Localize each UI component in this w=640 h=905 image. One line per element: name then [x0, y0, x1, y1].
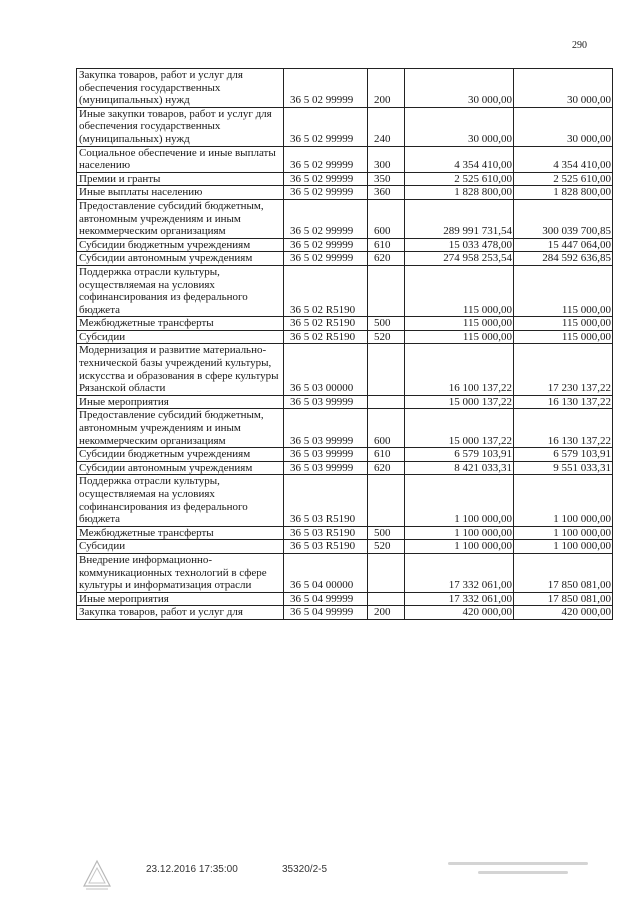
table-row [77, 448, 613, 462]
row-sum-1: 1 100 000,00 [405, 540, 514, 554]
row-expense-type: 200 [368, 606, 405, 620]
row-sum-1: 1 828 800,00 [405, 186, 514, 200]
table-row [77, 461, 613, 475]
row-name: Иные мероприятия [77, 592, 284, 606]
row-name: Субсидии [77, 330, 284, 344]
row-name: Закупка товаров, работ и услуг для обеспечения государственных (муниципальных) нужд [77, 69, 284, 108]
row-expense-type: 610 [368, 238, 405, 252]
budget-table [76, 68, 613, 620]
row-sum-1: 17 332 061,00 [405, 592, 514, 606]
row-sum-1: 30 000,00 [405, 69, 514, 108]
row-code: 36 5 04 99999 [284, 592, 368, 606]
row-sum-1: 274 958 253,54 [405, 252, 514, 266]
row-sum-1: 1 100 000,00 [405, 475, 514, 526]
row-expense-type: 350 [368, 172, 405, 186]
row-expense-type: 520 [368, 540, 405, 554]
row-sum-2: 284 592 636,85 [514, 252, 613, 266]
row-name: Иные мероприятия [77, 395, 284, 409]
row-code: 36 5 03 99999 [284, 448, 368, 462]
row-code: 36 5 03 R5190 [284, 475, 368, 526]
row-code: 36 5 02 R5190 [284, 317, 368, 331]
row-expense-type: 620 [368, 461, 405, 475]
row-name: Субсидии автономным учреждениям [77, 461, 284, 475]
table-row [77, 252, 613, 266]
row-expense-type: 500 [368, 317, 405, 331]
row-sum-2: 15 447 064,00 [514, 238, 613, 252]
row-sum-1: 15 000 137,22 [405, 395, 514, 409]
row-code: 36 5 03 99999 [284, 461, 368, 475]
row-sum-1: 16 100 137,22 [405, 344, 514, 395]
table-row [77, 265, 613, 316]
row-sum-2: 1 828 800,00 [514, 186, 613, 200]
row-sum-2: 17 850 081,00 [514, 553, 613, 592]
row-sum-1: 115 000,00 [405, 330, 514, 344]
row-sum-2: 115 000,00 [514, 317, 613, 331]
row-sum-2: 16 130 137,22 [514, 395, 613, 409]
registry-logo-icon [80, 858, 114, 892]
row-code: 36 5 02 99999 [284, 199, 368, 238]
stamp-line [478, 871, 568, 874]
row-sum-1: 17 332 061,00 [405, 553, 514, 592]
row-sum-1: 1 100 000,00 [405, 526, 514, 540]
row-sum-1: 4 354 410,00 [405, 146, 514, 172]
footer-date: 23.12.2016 17:35:00 [146, 864, 238, 875]
row-sum-2: 4 354 410,00 [514, 146, 613, 172]
row-expense-type: 360 [368, 186, 405, 200]
row-code: 36 5 02 99999 [284, 172, 368, 186]
budget-table-body [77, 69, 613, 620]
row-code: 36 5 02 99999 [284, 186, 368, 200]
row-code: 36 5 04 00000 [284, 553, 368, 592]
row-name: Закупка товаров, работ и услуг для [77, 606, 284, 620]
row-sum-1: 2 525 610,00 [405, 172, 514, 186]
row-expense-type: 300 [368, 146, 405, 172]
footer-doc-id: 35320/2-5 [282, 864, 328, 875]
row-name: Иные закупки товаров, работ и услуг для обеспечения государственных (муниципальных) нужд [77, 107, 284, 146]
row-name: Субсидии [77, 540, 284, 554]
row-code: 36 5 02 99999 [284, 146, 368, 172]
table-row [77, 553, 613, 592]
table-row [77, 395, 613, 409]
row-sum-2: 17 850 081,00 [514, 592, 613, 606]
table-row [77, 526, 613, 540]
row-name: Предоставление субсидий бюджетным, автономным учреждениям и иным некоммерческим организациям [77, 409, 284, 448]
table-row [77, 344, 613, 395]
row-expense-type [368, 265, 405, 316]
faded-stamp [448, 862, 598, 892]
page-footer [0, 858, 640, 898]
row-expense-type [368, 592, 405, 606]
table-row [77, 475, 613, 526]
row-name: Предоставление субсидий бюджетным, автономным учреждениям и иным некоммерческим организациям [77, 199, 284, 238]
table-row [77, 238, 613, 252]
table-row [77, 330, 613, 344]
row-expense-type: 500 [368, 526, 405, 540]
row-sum-2: 115 000,00 [514, 330, 613, 344]
row-code: 36 5 02 99999 [284, 238, 368, 252]
table-row [77, 540, 613, 554]
row-code: 36 5 02 R5190 [284, 330, 368, 344]
row-sum-2: 2 525 610,00 [514, 172, 613, 186]
table-row [77, 107, 613, 146]
row-sum-2: 30 000,00 [514, 69, 613, 108]
row-sum-1: 115 000,00 [405, 265, 514, 316]
row-code: 36 5 03 R5190 [284, 540, 368, 554]
row-sum-1: 30 000,00 [405, 107, 514, 146]
row-sum-1: 8 421 033,31 [405, 461, 514, 475]
row-sum-1: 6 579 103,91 [405, 448, 514, 462]
row-expense-type: 600 [368, 199, 405, 238]
row-code: 36 5 03 99999 [284, 395, 368, 409]
row-sum-2: 1 100 000,00 [514, 540, 613, 554]
row-name: Поддержка отрасли культуры, осуществляемая на условиях софинансирования из федерального бюджета [77, 475, 284, 526]
row-sum-2: 17 230 137,22 [514, 344, 613, 395]
table-row [77, 146, 613, 172]
table-row [77, 69, 613, 108]
row-name: Субсидии автономным учреждениям [77, 252, 284, 266]
row-name: Социальное обеспечение и иные выплаты населению [77, 146, 284, 172]
row-sum-1: 15 033 478,00 [405, 238, 514, 252]
row-sum-1: 15 000 137,22 [405, 409, 514, 448]
row-code: 36 5 02 99999 [284, 69, 368, 108]
row-sum-2: 1 100 000,00 [514, 475, 613, 526]
row-sum-2: 115 000,00 [514, 265, 613, 316]
row-name: Премии и гранты [77, 172, 284, 186]
table-row [77, 592, 613, 606]
row-expense-type: 520 [368, 330, 405, 344]
row-expense-type [368, 553, 405, 592]
table-row [77, 172, 613, 186]
row-name: Межбюджетные трансферты [77, 317, 284, 331]
table-row [77, 317, 613, 331]
row-sum-2: 30 000,00 [514, 107, 613, 146]
row-code: 36 5 02 99999 [284, 252, 368, 266]
row-code: 36 5 04 99999 [284, 606, 368, 620]
row-name: Поддержка отрасли культуры, осуществляемая на условиях софинансирования из федерального бюджета [77, 265, 284, 316]
table-row [77, 186, 613, 200]
row-sum-2: 420 000,00 [514, 606, 613, 620]
row-code: 36 5 03 R5190 [284, 526, 368, 540]
row-sum-2: 16 130 137,22 [514, 409, 613, 448]
row-name: Субсидии бюджетным учреждениям [77, 448, 284, 462]
row-name: Субсидии бюджетным учреждениям [77, 238, 284, 252]
row-expense-type [368, 475, 405, 526]
row-sum-1: 289 991 731,54 [405, 199, 514, 238]
row-name: Внедрение информационно-коммуникационных технологий в сфере культуры и информатизация отрасли [77, 553, 284, 592]
stamp-line [448, 862, 588, 865]
row-sum-2: 9 551 033,31 [514, 461, 613, 475]
row-sum-2: 6 579 103,91 [514, 448, 613, 462]
row-code: 36 5 02 R5190 [284, 265, 368, 316]
table-row [77, 199, 613, 238]
row-sum-1: 115 000,00 [405, 317, 514, 331]
row-code: 36 5 03 99999 [284, 409, 368, 448]
row-expense-type [368, 344, 405, 395]
row-expense-type: 200 [368, 69, 405, 108]
row-name: Межбюджетные трансферты [77, 526, 284, 540]
row-expense-type: 620 [368, 252, 405, 266]
row-code: 36 5 02 99999 [284, 107, 368, 146]
row-expense-type: 600 [368, 409, 405, 448]
row-expense-type: 610 [368, 448, 405, 462]
page-number: 290 [572, 40, 587, 51]
row-expense-type [368, 395, 405, 409]
row-name: Иные выплаты населению [77, 186, 284, 200]
row-sum-1: 420 000,00 [405, 606, 514, 620]
table-row [77, 606, 613, 620]
row-sum-2: 300 039 700,85 [514, 199, 613, 238]
table-row [77, 409, 613, 448]
row-code: 36 5 03 00000 [284, 344, 368, 395]
row-expense-type: 240 [368, 107, 405, 146]
row-sum-2: 1 100 000,00 [514, 526, 613, 540]
row-name: Модернизация и развитие материально-технической базы учреждений культуры, искусства и образования в сфере культуры Рязанской области [77, 344, 284, 395]
